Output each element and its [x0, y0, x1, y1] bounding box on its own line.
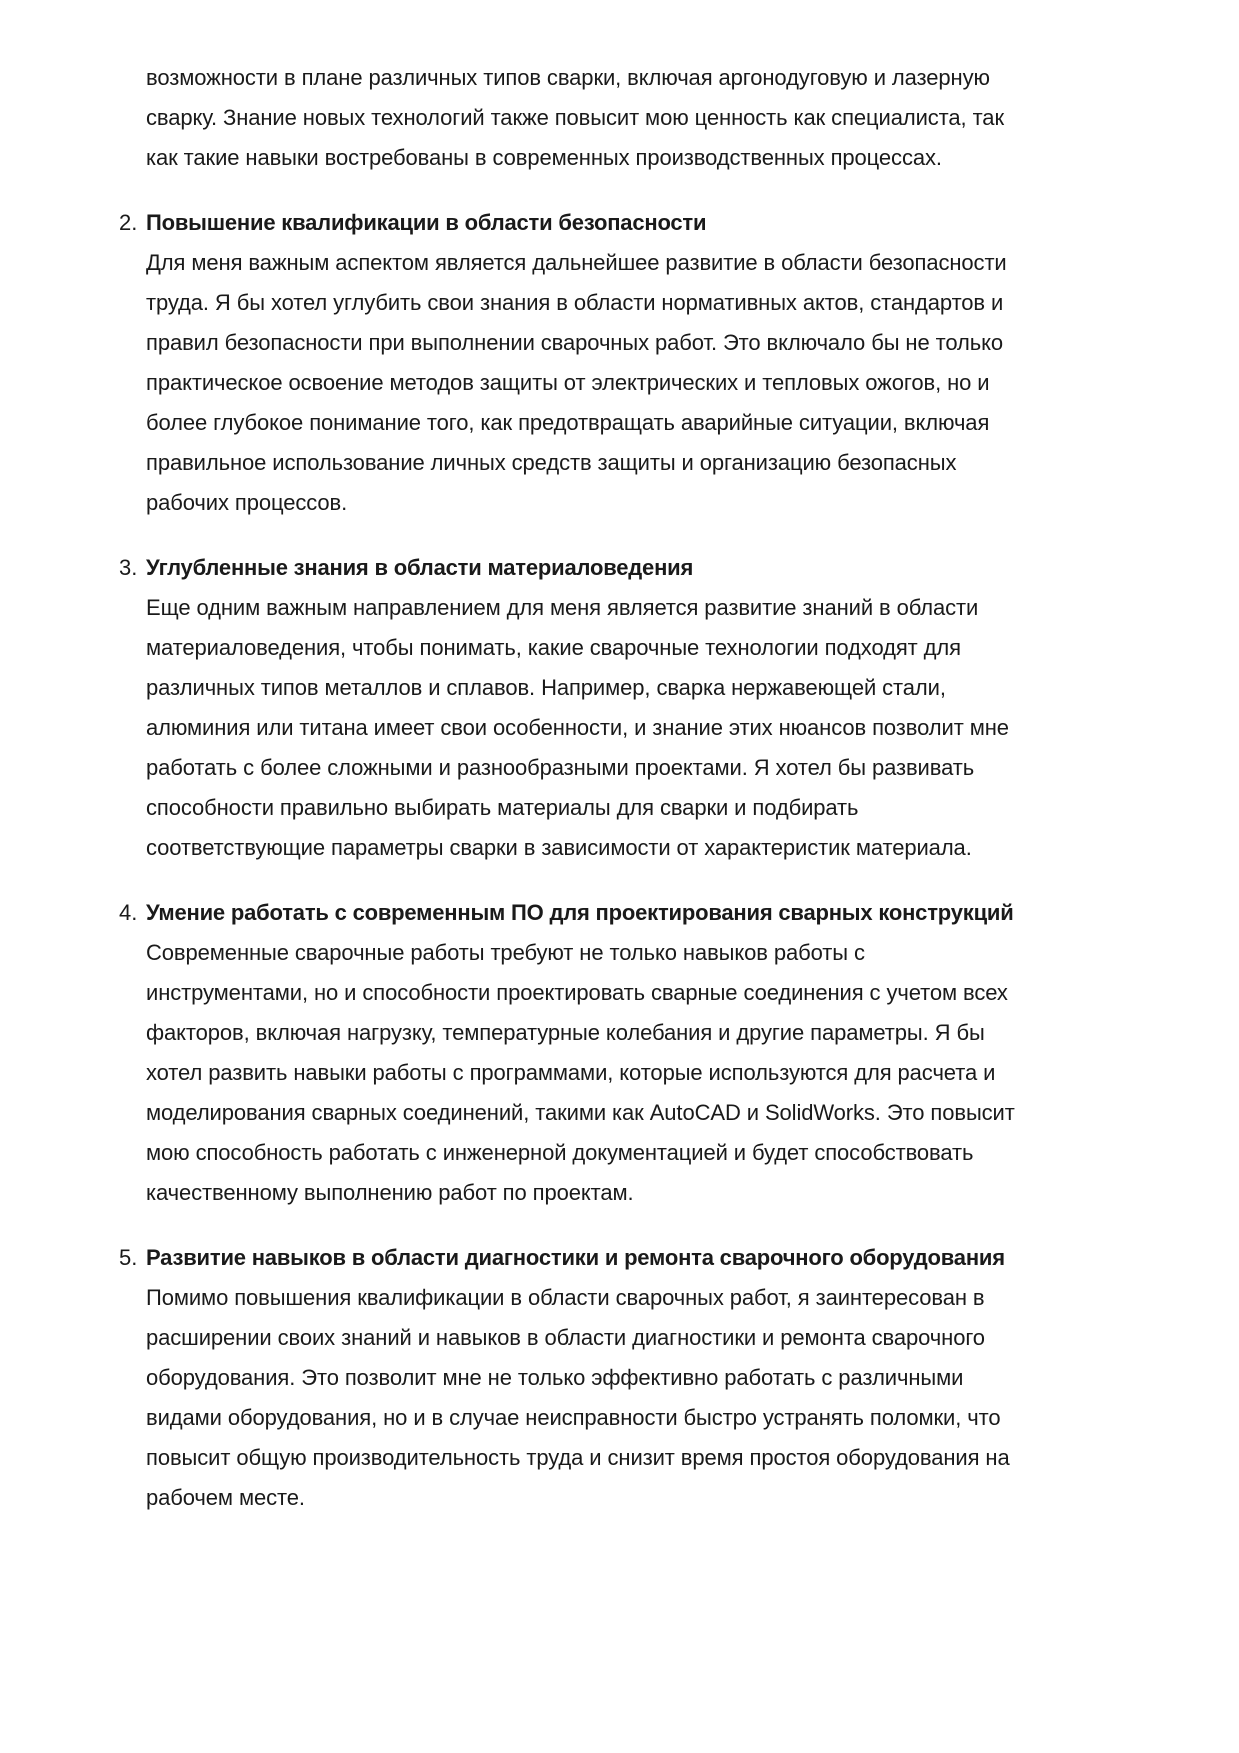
- text-line: сварку. Знание новых технологий также повысит мою ценность как специалиста, так: [146, 105, 1004, 130]
- text-line: правильное использование личных средств защиты и организацию безопасных: [146, 450, 957, 475]
- item-number: 4.: [119, 900, 138, 925]
- text-line: мою способность работать с инженерной документацией и будет способствовать: [146, 1140, 974, 1165]
- text-line: Современные сварочные работы требуют не только навыков работы с: [146, 940, 865, 965]
- text-line: способности правильно выбирать материалы для сварки и подбирать: [146, 795, 859, 820]
- document-content: [119, 58, 1146, 1518]
- text-line: материаловедения, чтобы понимать, какие сварочные технологии подходят для: [146, 635, 961, 660]
- text-line: видами оборудования, но и в случае неисправности быстро устранять поломки, что: [146, 1405, 1001, 1430]
- text-line: моделирования сварных соединений, такими как AutoCAD и SolidWorks. Это повысит: [146, 1100, 1015, 1125]
- text-line: повысит общую производительность труда и снизит время простоя оборудования на: [146, 1445, 1010, 1470]
- text-line: как такие навыки востребованы в современных производственных процессах.: [146, 145, 942, 170]
- text-line: практическое освоение методов защиты от электрических и тепловых ожогов, но и: [146, 370, 990, 395]
- text-line: хотел развить навыки работы с программами, которые используются для расчета и: [146, 1060, 996, 1085]
- text-line: расширении своих знаний и навыков в области диагностики и ремонта сварочного: [146, 1325, 985, 1350]
- text-line: возможности в плане различных типов сварки, включая аргонодуговую и лазерную: [146, 65, 990, 90]
- item-body: [146, 1278, 1146, 1518]
- item-body: [146, 588, 1146, 868]
- item-body: [146, 243, 1146, 523]
- item-number: 2.: [119, 210, 138, 235]
- item-title: Повышение квалификации в области безопасности: [146, 210, 707, 235]
- list-item-materials: [119, 548, 1146, 868]
- item-title: Развитие навыков в области диагностики и ремонта сварочного оборудования: [146, 1245, 1005, 1270]
- text-line: труда. Я бы хотел углубить свои знания в области нормативных актов, стандартов и: [146, 290, 1004, 315]
- item-number: 3.: [119, 555, 138, 580]
- text-line: соответствующие параметры сварки в зависимости от характеристик материала.: [146, 835, 972, 860]
- item-title: Углубленные знания в области материаловедения: [146, 555, 694, 580]
- item-title: Умение работать с современным ПО для проектирования сварных конструкций: [146, 900, 1014, 925]
- text-line: более глубокое понимание того, как предотвращать аварийные ситуации, включая: [146, 410, 990, 435]
- text-line: различных типов металлов и сплавов. Например, сварка нержавеющей стали,: [146, 675, 946, 700]
- text-line: алюминия или титана имеет свои особенности, и знание этих нюансов позволит мне: [146, 715, 1009, 740]
- list-item-safety: [119, 203, 1146, 523]
- text-line: рабочих процессов.: [146, 490, 348, 515]
- text-line: работать с более сложными и разнообразными проектами. Я хотел бы развивать: [146, 755, 975, 780]
- text-line: оборудования. Это позволит мне не только эффективно работать с различными: [146, 1365, 964, 1390]
- text-line: Еще одним важным направлением для меня является развитие знаний в области: [146, 595, 979, 620]
- intro-paragraph: [146, 58, 1146, 178]
- text-line: правил безопасности при выполнении сварочных работ. Это включало бы не только: [146, 330, 1004, 355]
- text-line: рабочем месте.: [146, 1485, 305, 1510]
- text-line: инструментами, но и способности проектировать сварные соединения с учетом всех: [146, 980, 1008, 1005]
- item-body: [146, 933, 1146, 1213]
- text-line: качественному выполнению работ по проектам.: [146, 1180, 634, 1205]
- text-line: Помимо повышения квалификации в области сварочных работ, я заинтересован в: [146, 1285, 985, 1310]
- list-item-diagnostics: [119, 1238, 1146, 1518]
- list-item-software: [119, 893, 1146, 1213]
- text-line: факторов, включая нагрузку, температурные колебания и другие параметры. Я бы: [146, 1020, 985, 1045]
- development-goals-list: [119, 203, 1146, 1518]
- text-line: Для меня важным аспектом является дальнейшее развитие в области безопасности: [146, 250, 1007, 275]
- item-number: 5.: [119, 1245, 138, 1270]
